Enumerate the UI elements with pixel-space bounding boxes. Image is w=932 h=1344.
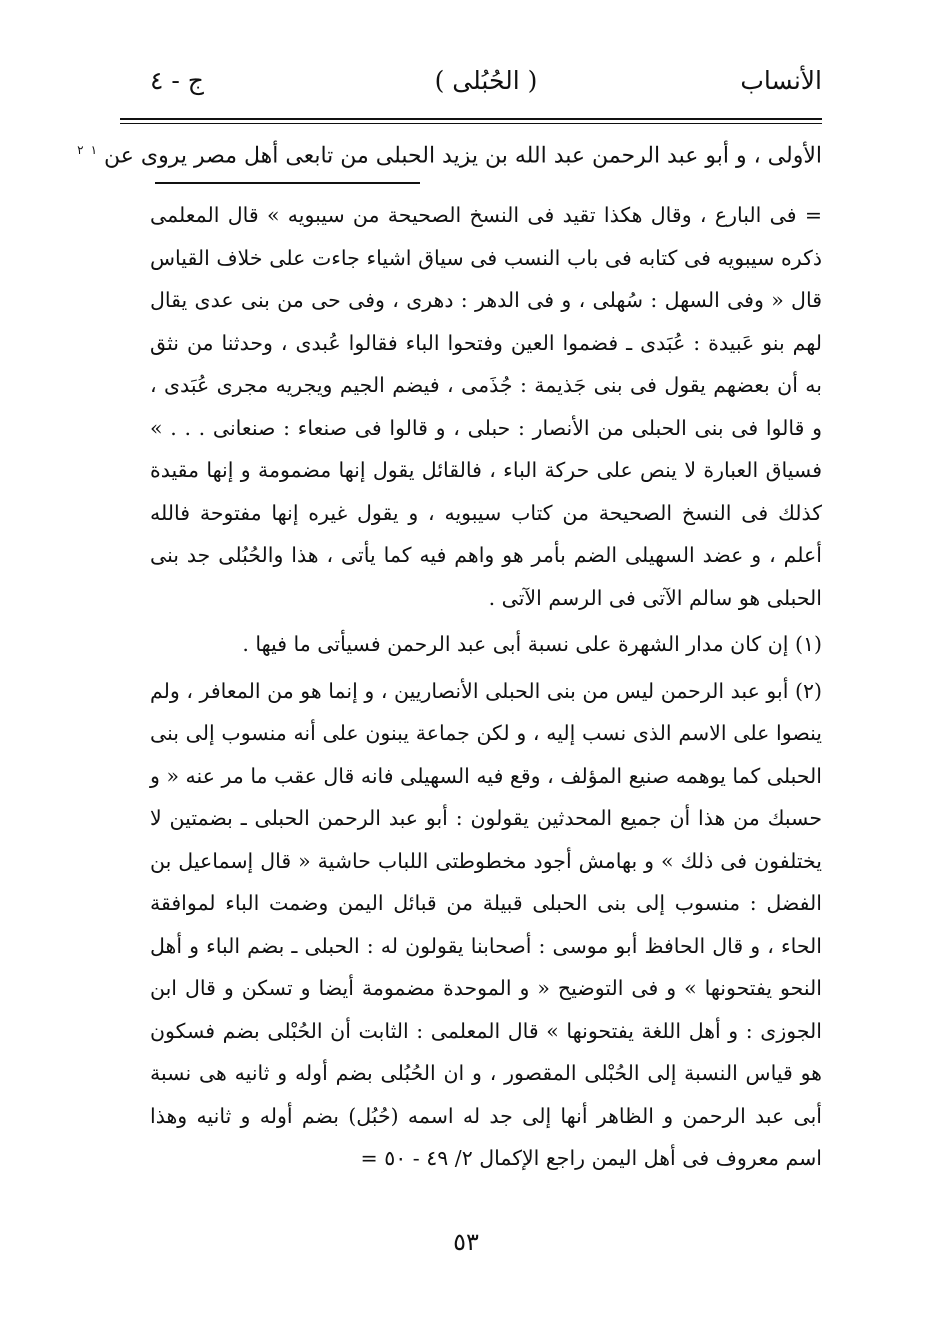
footnotes-block <box>150 194 822 1180</box>
running-header <box>150 66 822 106</box>
footnote-1: (١) إن كان مدار الشهرة على نسبة أبى عبد الرحمن فسيأتى ما فيها . <box>242 632 822 656</box>
footnote-continuation: = فى البارع ، وقال هكذا تقيد فى النسخ الصحيحة من سيبويه » قال المعلمى ذكره سيبويه فى كتابه فى باب النسب فى سياق اشياء جاءت على خلاف القياس قال « وفى السهل : سُهلى ، و فى الدهر : دهرى ، وفى حى من بنى عدى يقال لهم بنو عَبيدة : عُبَدى ـ فضموا العين وفتحوا الباء فقالوا عُبدى ، وحدثنا من نثق به أن بعضهم يقول فى بنى جَذيمة : جُذَمى ، فيضم الجيم ويجريه مجرى عُبَدى ، و قالوا فى بنى الحبلى من الأنصار : حبلى ، و قالوا فى صنعاء : صنعانى . . . » فسياق العبارة لا ينص على حركة الباء ، فالقائل يقول إنها مضمومة و إنها مقيدة كذلك فى النسخ الصحيحة من كتاب سيبويه ، و يقول غيره إنها مفتوحة فالله أعلم ، و عضد السهيلى الضم بأمر هو واهم فيه كما يأتى ، هذا والحُبُلى جد بنى الحبلى هو سالم الآتى فى الرسم الآتى . <box>150 203 822 610</box>
footnote-2: (٢) أبو عبد الرحمن ليس من بنى الحبلى الأنصاريين ، و إنما هو من المعافر ، ولم ينصوا على الاسم الذى نسب إليه ، و لكن جماعة يبنون على أنه منسوب إلى بنى الحبلى كما يوهمه صنيع المؤلف ، وقع فيه السهيلى فانه قال عقب ما مر عنه « و حسبك من هذا أن جميع المحدثين يقولون : أبو عبد الرحمن الحبلى ـ بضمتين لا يختلفون فى ذلك » و بهامش أجود مخطوطتى اللباب حاشية « قال إسماعيل بن الفضل : منسوب إلى بنى الحبلى قبيلة من قبائل اليمن وضمت الباء لموافقة الحاء ، و قال الحافظ أبو موسى : أصحابنا يقولون له : الحبلى ـ بضم الباء و أهل النحو يفتحونها » و فى التوضيح « و الموحدة مضمومة أيضا و تسكن و قال ابن الجوزى : و أهل اللغة يفتحونها » قال المعلمى : الثابت أن الحُبْلى بضم فسكون هو قياس النسبة إلى الحُبْلى المقصور ، و ان الحُبُلى بضم أوله و ثانيه هى نسبة أبى عبد الرحمن و الظاهر أنها إلى جد له اسمه (حُبُل) بضم أوله و ثانيه وهذا اسم معروف فى أهل اليمن راجع الإكمال ٢/ ٤٩ - ٥٠ = <box>150 678 822 1170</box>
entry-title: ( الحُبُلى ) <box>434 66 538 95</box>
book-title: الأنساب <box>740 66 822 95</box>
footnote-mark-2: ٢ <box>77 143 84 157</box>
footnote-separator <box>155 182 420 184</box>
header-rule <box>120 118 822 120</box>
main-text: الأولى ، و أبو عبد الرحمن عبد الله بن يزيد الحبلى من تابعى أهل مصر يروى عن <box>104 143 822 169</box>
page-number: ٥٣ <box>453 1228 479 1256</box>
volume-number: ج - ٤ <box>150 66 204 95</box>
footnote-mark-1: ١ <box>90 143 98 157</box>
main-text-line <box>77 128 822 178</box>
